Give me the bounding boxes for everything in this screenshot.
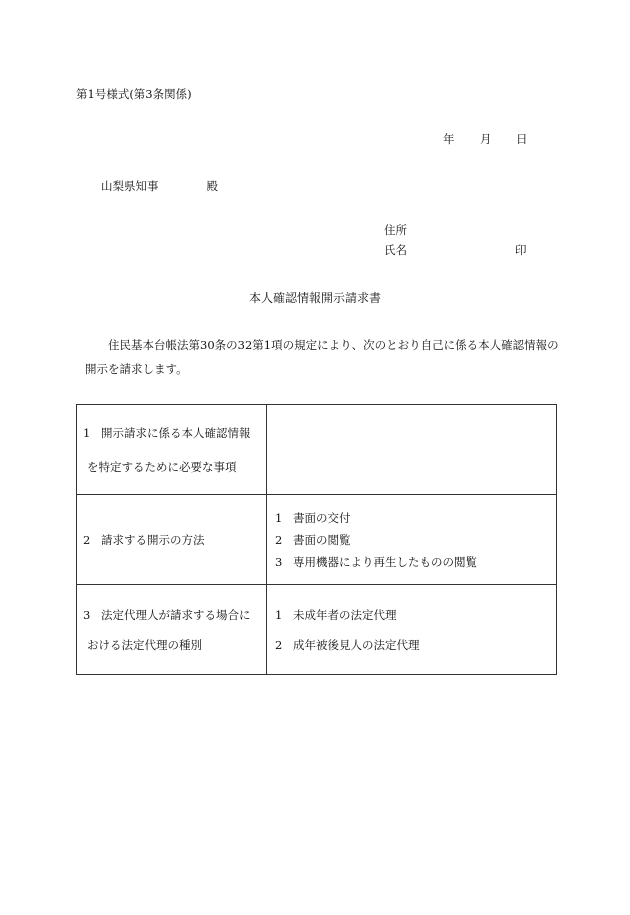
row3-label-line2: おける法定代理の種別 [87,637,202,652]
addressee [101,178,218,194]
document-title: 本人確認情報開示請求書 [248,291,381,305]
address-label: 住所 [384,223,407,237]
option-number: 1 [275,607,283,622]
row2-label-cell [77,495,267,585]
table-row [77,495,557,585]
list-item[interactable] [275,551,556,573]
date-month-label: 月 [480,132,492,146]
list-item[interactable] [275,507,556,529]
option-number: 3 [275,554,283,569]
request-statement [85,333,560,381]
row2-options-cell [267,495,557,585]
option-text: 専用機器により再生したものの閲覧 [293,554,477,569]
option-number: 2 [275,532,283,547]
row1-label-line1: 開示請求に係る本人確認情報 [101,425,251,440]
option-number: 1 [275,510,283,525]
seal-label: 印 [515,243,527,257]
date-year-label: 年 [443,132,455,146]
option-text: 成年被後見人の法定代理 [293,637,420,652]
row1-label-line2: を特定するために必要な事項 [87,459,237,474]
option-text: 未成年者の法定代理 [293,607,397,622]
addressee-honorific: 殿 [206,179,218,193]
row1-value-cell[interactable] [267,405,557,495]
row2-label: 請求する開示の方法 [101,532,205,547]
row1-label-cell [77,405,267,495]
row2-number: 2 [83,532,91,547]
table-row [77,405,557,495]
option-number: 2 [275,637,283,652]
table-row [77,585,557,675]
row3-label-line1: 法定代理人が請求する場合に [101,607,251,622]
form-number: 第1号様式(第3条関係) [76,87,192,101]
row1-number: 1 [83,425,91,440]
name-label: 氏名 [384,243,407,257]
date-day-label: 日 [516,132,528,146]
list-item[interactable] [275,529,556,551]
list-item[interactable] [275,630,556,660]
statement-line-1: 住民基本台帳法第30条の32第1項の規定により、次のとおり自己に係る本人確認情報の [108,338,559,352]
row3-label-cell [77,585,267,675]
addressee-name: 山梨県知事 [101,179,159,193]
list-item[interactable] [275,600,556,630]
statement-line-2: 開示を請求します。 [85,362,188,376]
option-text: 書面の閲覧 [293,532,351,547]
option-text: 書面の交付 [293,510,351,525]
row3-number: 3 [83,607,91,622]
request-table [76,404,557,675]
row3-options-cell [267,585,557,675]
